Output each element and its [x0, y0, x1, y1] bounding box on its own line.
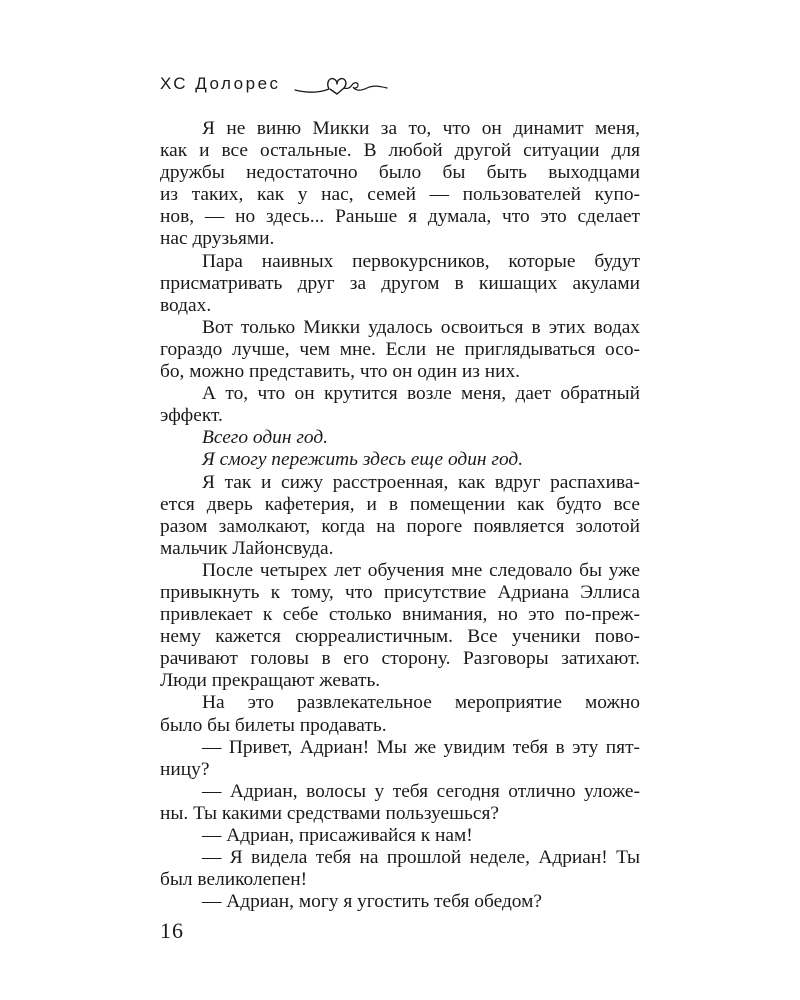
heart-flourish-icon — [293, 69, 389, 99]
text-line: водах. — [160, 294, 212, 316]
text-line: — Адриан, волосы у тебя сегодня отлично уложе- — [202, 780, 640, 802]
text-line: бо, можно представить, что он один из них. — [160, 361, 521, 383]
author-name: ХС Долорес — [160, 74, 281, 93]
text-line: нас друзьями. — [160, 228, 275, 250]
text-line: — Я видела тебя на прошлой неделе, Адриан! Ты — [202, 847, 640, 869]
text-line: — Адриан, могу я угостить тебя обедом? — [202, 891, 543, 913]
text-line: Я смогу пережить здесь еще один год. — [202, 449, 524, 471]
text-line: — Привет, Адриан! Мы же увидим тебя в эту пят- — [202, 736, 640, 758]
text-line: эффект. — [160, 405, 223, 427]
text-line: На это развлекательное мероприятие можно — [202, 692, 640, 714]
text-line: нов, — но здесь... Раньше я думала, что это сделает — [160, 206, 640, 228]
text-line: Люди прекращают жевать. — [160, 670, 381, 692]
text-line: После четырех лет обучения мне следовало бы уже — [202, 559, 640, 581]
text-line: дружбы недостаточно было бы быть выходцами — [160, 162, 640, 184]
text-line: из таких, как у нас, семей — пользователей купо- — [160, 184, 640, 206]
text-line: рачивают головы в его сторону. Разговоры затихают. — [160, 648, 640, 670]
text-line: Пара наивных первокурсников, которые будут — [202, 250, 640, 272]
text-line: Я не виню Микки за то, что он динамит меня, — [202, 118, 640, 139]
text-line: разом замолкают, когда на пороге появляется золотой — [160, 515, 640, 537]
body-text — [160, 118, 640, 913]
text-line: было бы билеты продавать. — [160, 714, 387, 736]
text-line: Я так и сижу расстроенная, как вдруг распахива- — [202, 471, 640, 493]
text-line: ницу? — [160, 758, 210, 780]
text-line: Вот только Микки удалось освоиться в этих водах — [202, 316, 640, 338]
page-number: 16 — [160, 918, 184, 943]
text-line: мальчик Лайонсвуда. — [160, 537, 334, 559]
text-line: был великолепен! — [160, 869, 308, 891]
text-line: привлекает к себе столько внимания, но это по-преж- — [160, 604, 640, 626]
text-line: присматривать друг за другом в кишащих акулами — [160, 272, 640, 294]
text-line: гораздо лучше, чем мне. Если не приглядываться осо- — [160, 338, 640, 360]
text-line: — Адриан, присаживайся к нам! — [202, 825, 473, 846]
text-line: привыкнуть к тому, что присутствие Адриана Эллиса — [160, 581, 640, 603]
running-header — [160, 66, 389, 102]
text-line: ется дверь кафетерия, и в помещении как будто все — [160, 493, 640, 515]
text-line: нему кажется сюрреалистичным. Все ученики пово- — [160, 626, 640, 648]
text-line: А то, что он крутится возле меня, дает обратный — [202, 383, 640, 405]
text-line: как и все остальные. В любой другой ситуации для — [160, 140, 640, 162]
text-line: ны. Ты какими средствами пользуешься? — [160, 802, 500, 824]
text-line: Всего один год. — [202, 427, 328, 449]
